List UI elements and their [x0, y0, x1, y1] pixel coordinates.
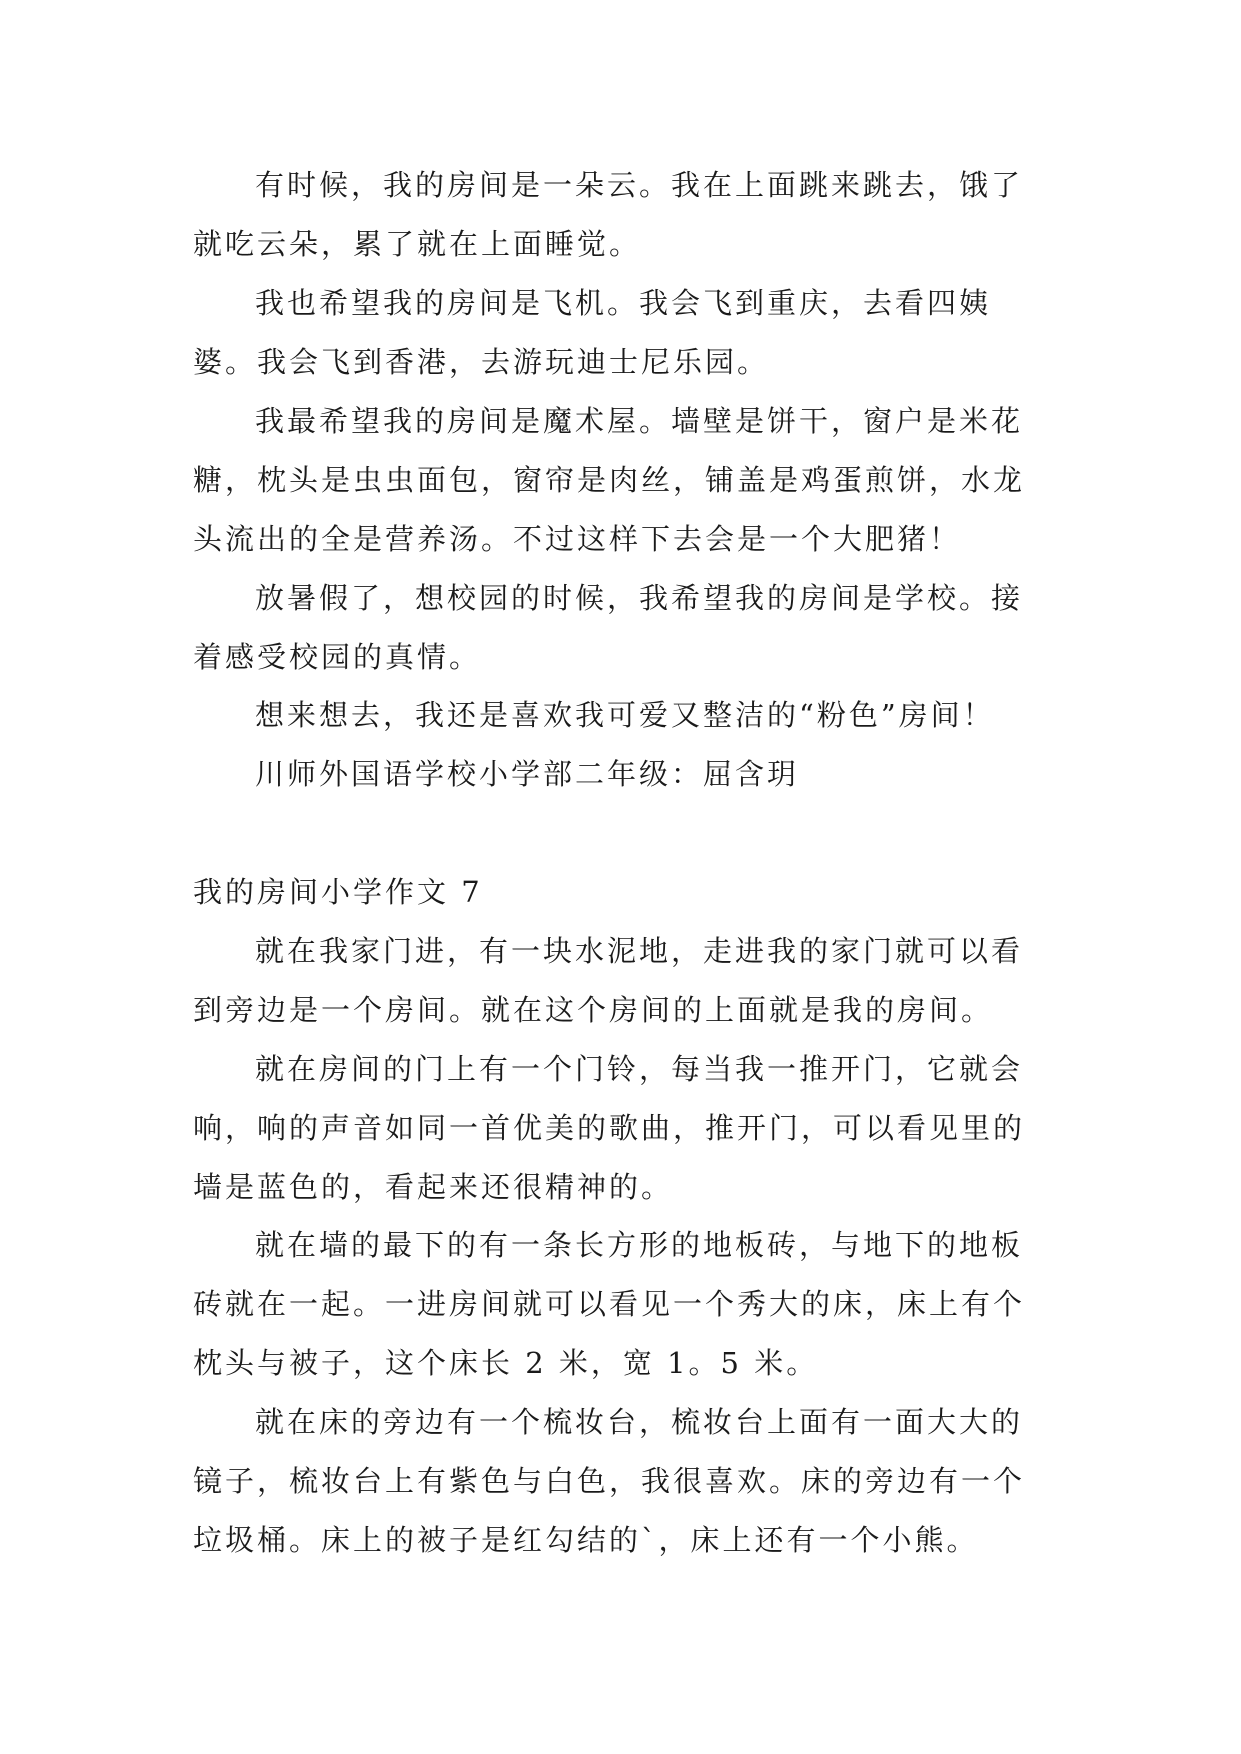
paragraph-pink-room: 想来想去，我还是喜欢我可爱又整洁的“粉色”房间！: [255, 698, 995, 732]
paragraph-magic-house: 我最希望我的房间是魔术屋。墙壁是饼干，窗户是米花糖，枕头是虫虫面包，窗帘是肉丝，铺盖是鸡蛋煎饼，水龙头流出的全是营养汤。不过这样下去会是一个大肥猪！: [193, 404, 1026, 556]
section-title: 我的房间小学作文 7: [193, 875, 483, 909]
paragraph-bed: 就在墙的最下的有一条长方形的地板砖，与地下的地板砖就在一起。一进房间就可以看见一个秀大的床，床上有个枕头与被子，这个床长 2 米，宽 1。5 米。: [193, 1228, 1026, 1380]
paragraph-dresser: 就在床的旁边有一个梳妆台，梳妆台上面有一面大大的镜子，梳妆台上有紫色与白色，我很喜欢。床的旁边有一个垃圾桶。床上的被子是红勾结的`，床上还有一个小熊。: [193, 1405, 1026, 1557]
paragraph-doorbell: 就在房间的门上有一个门铃，每当我一推开门，它就会响，响的声音如同一首优美的歌曲，推开门，可以看见里的墙是蓝色的，看起来还很精神的。: [193, 1052, 1026, 1204]
paragraph-school-room: 放暑假了，想校园的时候，我希望我的房间是学校。接着感受校园的真情。: [193, 581, 1024, 674]
paragraph-cloud-room: 有时候，我的房间是一朵云。我在上面跳来跳去，饿了就吃云朵，累了就在上面睡觉。: [193, 168, 1024, 261]
author-line: 川师外国语学校小学部二年级：屈含玥: [255, 757, 800, 791]
paragraph-airplane-room: 我也希望我的房间是飞机。我会飞到重庆，去看四姨婆。我会飞到香港，去游玩迪士尼乐园。: [193, 286, 992, 379]
paragraph-entrance: 就在我家门进，有一块水泥地，走进我的家门就可以看到旁边是一个房间。就在这个房间的上面就是我的房间。: [193, 934, 1024, 1027]
